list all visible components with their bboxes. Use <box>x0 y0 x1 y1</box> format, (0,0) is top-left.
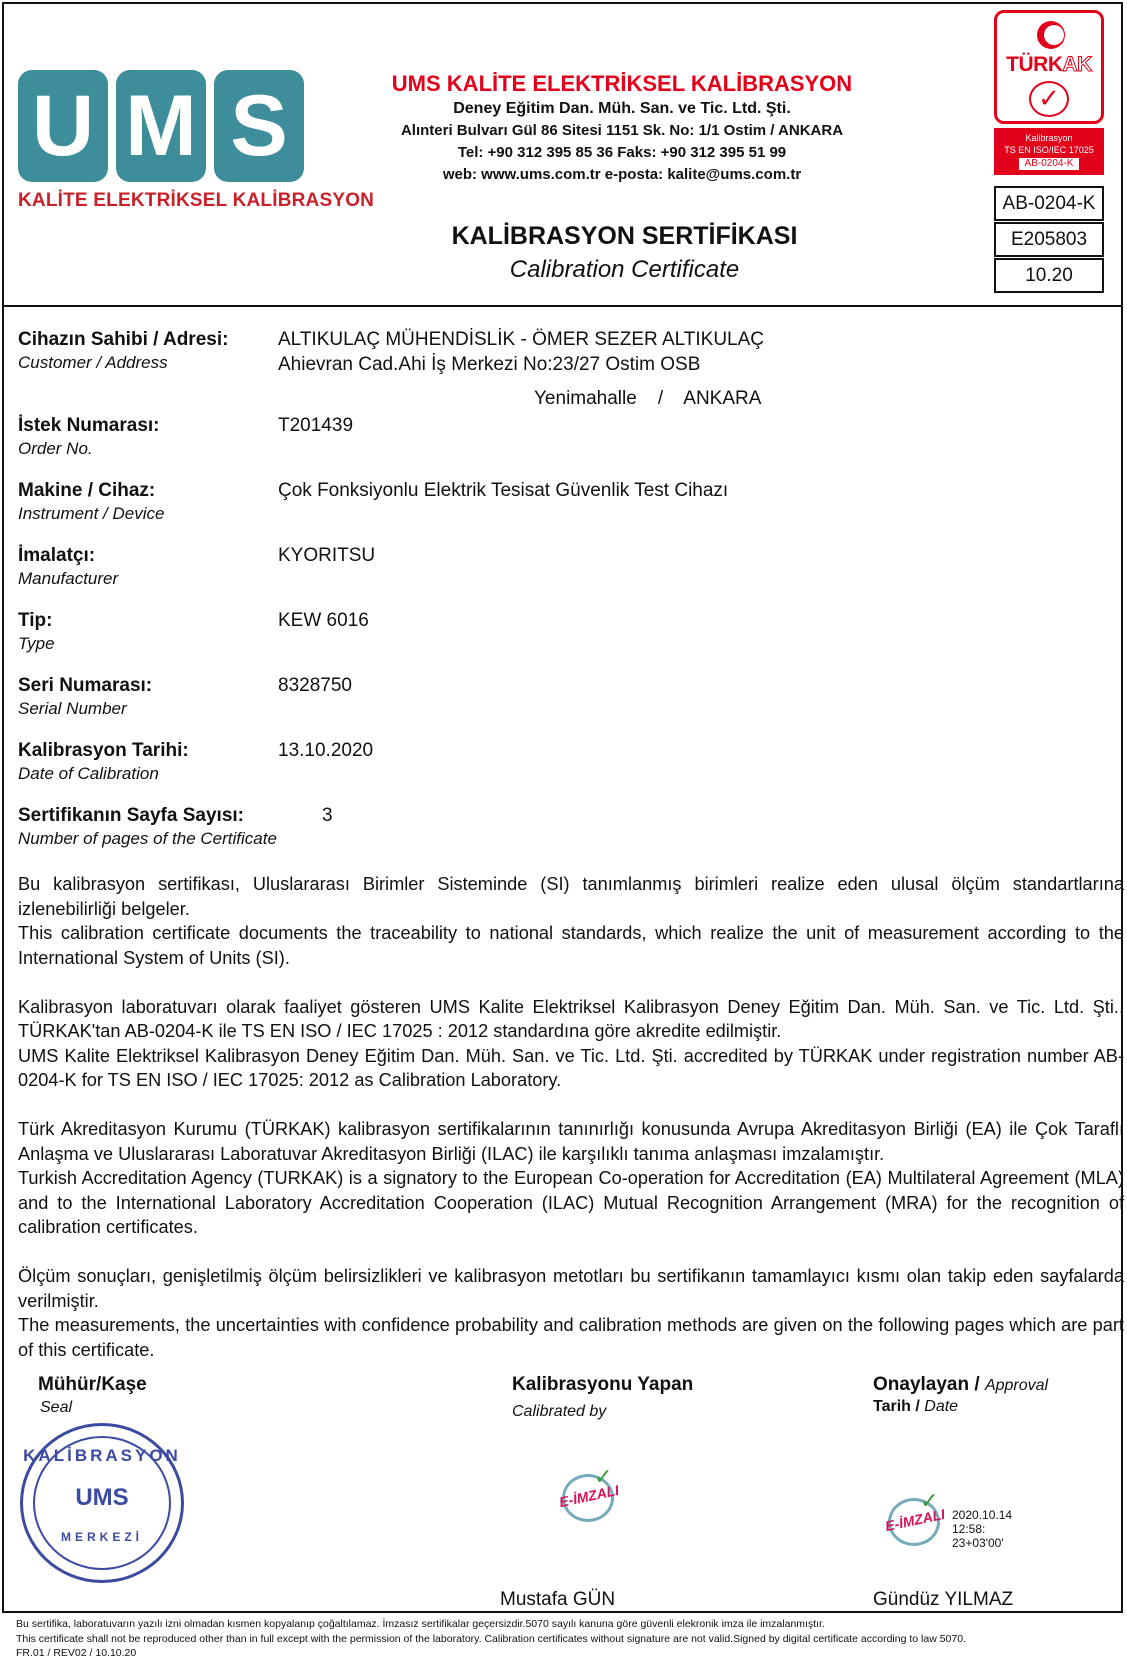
seal-stamp-top: KALİBRASYON <box>23 1446 181 1465</box>
calibrated-by-label: Kalibrasyonu Yapan <box>512 1374 694 1395</box>
seal-label-en: Seal <box>40 1399 73 1416</box>
field-customer <box>18 328 1108 409</box>
turkak-line2: TS EN ISO/IEC 17025 <box>1004 145 1094 155</box>
e-signature-icon: E-İMZALI ✓ <box>556 1470 622 1526</box>
certificate-statements <box>18 872 1124 1387</box>
field-pages <box>18 804 1108 850</box>
instrument-name: Çok Fonksiyonlu Elektrik Tesisat Güvenlik Test Cihazı <box>278 480 729 501</box>
turkak-badge <box>994 10 1104 175</box>
field-label-en: Date of Calibration <box>18 764 159 783</box>
statement-recognition: Türk Akreditasyon Kurumu (TÜRKAK) kalibrasyon sertifikalarının tanınırlığı konusunda Avrupa Akreditasyon Birliği (EA) ile Çok Taraflı Anlaşma ve Uluslararası Laboratuvar Akreditasyon Birliği (ILAC) ile karşılıklı tanıma anlaşması imzalamıştır. Turkish Accreditation Agency (TURKAK) is a signatory to the European Co-operation for Accreditation (EA) Multilateral Agreement (MLA) and to the International Laboratory Accreditation Cooperation (ILAC) Mutual Recognition Arrangement (MRA) for the recognition of calibration certificates. <box>18 1119 1124 1237</box>
company-address: Alınteri Bulvarı Gül 86 Sitesi 1151 Sk. No: 1/1 Ostim / ANKARA <box>400 122 844 139</box>
certificate-number: E205803 <box>994 222 1104 257</box>
crescent-icon <box>1037 21 1065 49</box>
turkak-code: AB-0204-K <box>1019 158 1080 170</box>
logo-letter-m: M <box>116 70 206 182</box>
logo-tagline: KALİTE ELEKTRİKSEL KALİBRASYON <box>18 190 375 211</box>
field-manufacturer <box>18 544 1108 590</box>
field-label-en: Instrument / Device <box>18 504 165 523</box>
field-label-en: Serial Number <box>18 699 127 718</box>
field-label: Tip: <box>18 610 53 631</box>
field-label-en: Type <box>18 634 55 653</box>
calibrator-name: Mustafa GÜN <box>500 1589 616 1610</box>
turkak-emblem <box>994 10 1104 124</box>
field-instrument <box>18 479 1108 525</box>
page-count: 3 <box>322 805 333 826</box>
field-serial <box>18 674 1108 720</box>
field-label: İmalatçı: <box>18 545 96 566</box>
field-label-en: Manufacturer <box>18 569 119 588</box>
manufacturer-name: KYORITSU <box>278 545 376 566</box>
order-number: T201439 <box>278 415 354 436</box>
seal-stamp-bottom: MERKEZİ <box>61 1530 143 1544</box>
ums-logo <box>18 70 375 220</box>
turkak-line1: Kalibrasyon <box>1025 133 1073 143</box>
device-type: KEW 6016 <box>278 610 369 631</box>
accreditation-code: AB-0204-K <box>994 186 1104 221</box>
company-info <box>372 70 872 186</box>
logo-letter-s: S <box>214 70 304 182</box>
logo-letter-u: U <box>18 70 108 182</box>
field-order <box>18 414 1108 460</box>
serial-number: 8328750 <box>278 675 352 696</box>
calibrated-by-label-en: Calibrated by <box>512 1403 607 1420</box>
signature-timestamp: 2020.10.14 12:58: 23+03'00' <box>952 1508 1013 1550</box>
company-subtitle: Deney Eğitim Dan. Müh. San. ve Tic. Ltd. Şti. <box>453 100 791 117</box>
certificate-subtitle: Calibration Certificate <box>509 256 740 283</box>
form-code: FR.01 / REV02 / 10.10.20 <box>16 1647 137 1659</box>
company-web: web: www.ums.com.tr e-posta: kalite@ums.com.tr <box>442 166 802 183</box>
field-label-en: Customer / Address <box>18 353 168 372</box>
e-signature-icon: E-İMZALI ✓ <box>882 1494 948 1550</box>
footer-note-tr: Bu sertifika, laboratuvarın yazılı izni olmadan kısmen kopyalanıp çoğaltılamaz. İmzasız sertifikalar geçersizdir.5070 sayılı kanuna göre güvenli elekronik imza ile imzalanmıştır. <box>16 1618 825 1630</box>
field-label: Cihazın Sahibi / Adresi: <box>18 329 229 350</box>
customer-name: ALTIKULAÇ MÜHENDİSLİK - ÖMER SEZER ALTIKULAÇ <box>278 329 765 350</box>
turkak-word: TÜRKAK <box>1006 53 1092 76</box>
customer-address: Ahievran Cad.Ahi İş Merkezi No:23/27 Ostim OSB <box>278 354 701 375</box>
footer-note-en: This certificate shall not be reproduced other than in full except with the permission of the laboratory. Calibration certificates without signature are not valid.Signed by digital certificate according to law 5070. <box>16 1632 966 1645</box>
field-label-en: Number of pages of the Certificate <box>18 829 277 848</box>
customer-city: Yenimahalle / ANKARA <box>534 388 762 409</box>
statement-traceability: Bu kalibrasyon sertifikası, Uluslararası Birimler Sisteminde (SI) tanımlanmış birimleri realize eden ulusal ölçüm standartlarına izlenebilirliği belgeler. This calibration certificate documents the traceability to national standards, which realize the unit of measurement according to the International System of Units (SI). <box>18 874 1124 968</box>
header-separator <box>2 305 1123 307</box>
seal-stamp <box>20 1423 184 1583</box>
field-label: Sertifikanın Sayfa Sayısı: <box>18 805 244 826</box>
field-label-en: Order No. <box>18 439 93 458</box>
checkmark-icon: ✓ <box>1029 81 1069 117</box>
seal-label: Mühür/Kaşe <box>38 1374 147 1395</box>
company-phone: Tel: +90 312 395 85 36 Faks: +90 312 395 51 99 <box>457 144 787 161</box>
approver-name: Gündüz YILMAZ <box>873 1589 1014 1610</box>
calibration-date: 13.10.2020 <box>278 740 374 761</box>
approval-date-label: Tarih / Date <box>873 1398 959 1415</box>
statement-accreditation: Kalibrasyon laboratuvarı olarak faaliyet gösteren UMS Kalite Elektriksel Kalibrasyon Deney Eğitim Dan. Müh. San. ve Tic. Ltd. Şti., TÜRKAK'tan AB-0204-K ile TS EN ISO / IEC 17025 : 2012 standardına göre akredite edilmiştir. UMS Kalite Elektriksel Kalibrasyon Deney Eğitim Dan. Müh. San. ve Tic. Ltd. Şti. accredited by TÜRKAK under registration number AB-0204-K for TS EN ISO / IEC 17025: 2012 as Calibration Laboratory. <box>18 996 1124 1090</box>
field-type <box>18 609 1108 655</box>
field-label: İstek Numarası: <box>18 415 160 436</box>
turkak-accreditation <box>994 128 1104 175</box>
statement-measurements: Ölçüm sonuçları, genişletilmiş ölçüm belirsizlikleri ve kalibrasyon metotları bu sertifikanın tamamlayıcı kısmı olan takip eden sayfalarda verilmiştir. The measurements, the uncertainties with confidence probability and calibration methods are given on the following pages which are part of this certificate. <box>18 1266 1124 1360</box>
field-label: Kalibrasyon Tarihi: <box>18 740 189 761</box>
certificate-title: KALİBRASYON SERTİFİKASI <box>451 222 798 250</box>
field-date <box>18 739 1108 785</box>
footer-notes <box>16 1617 966 1661</box>
approval-label: Onaylayan / Approval <box>873 1374 1049 1395</box>
issue-period: 10.20 <box>994 258 1104 293</box>
field-label: Makine / Cihaz: <box>18 480 156 501</box>
field-label: Seri Numarası: <box>18 675 153 696</box>
seal-stamp-mid: UMS <box>75 1484 129 1511</box>
company-name: UMS KALİTE ELEKTRİKSEL KALİBRASYON <box>391 71 853 96</box>
